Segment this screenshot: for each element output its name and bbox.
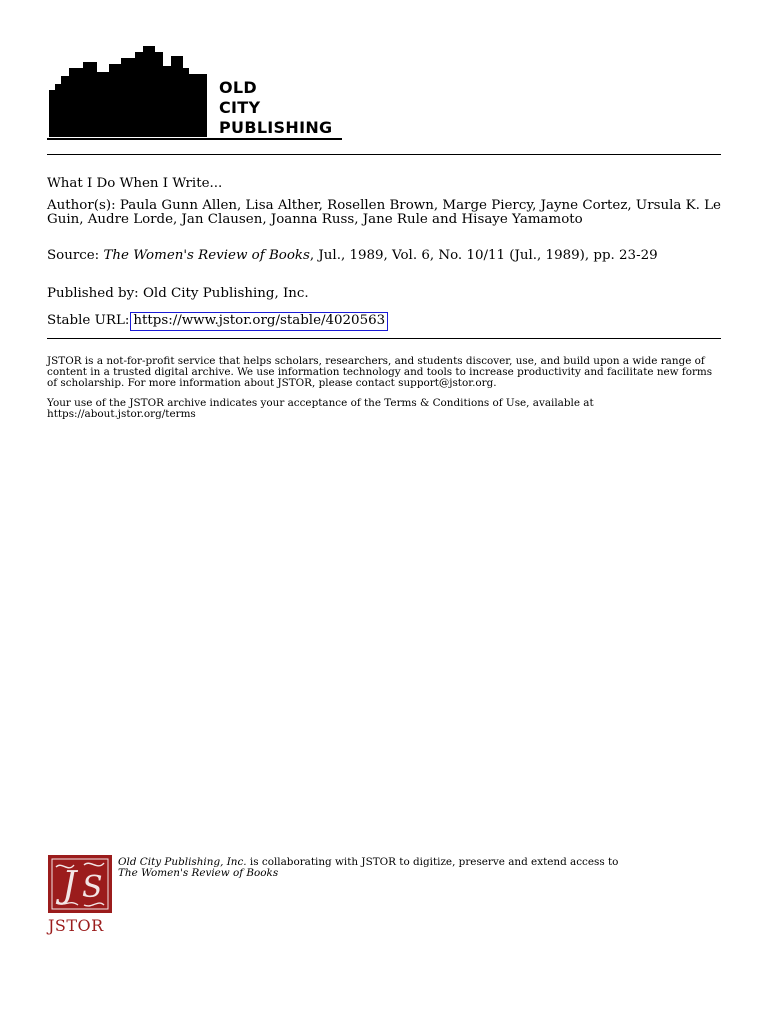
published-by-value: Old City Publishing, Inc.	[142, 286, 309, 301]
logo-line-publishing: PUBLISHING	[219, 118, 333, 137]
jstor-wordmark: JSTOR	[48, 916, 104, 935]
publisher-logo-text	[219, 78, 332, 138]
article-publisher	[47, 287, 723, 301]
source-details: , Jul., 1989, Vol. 6, No. 10/11 (Jul., 1989), pp. 23-29	[309, 248, 658, 263]
logo-line-old: OLD	[219, 78, 257, 97]
authors-value: Paula Gunn Allen, Lisa Alther, Rosellen Brown, Marge Piercy, Jayne Cortez, Ursula K. Le Guin, Audre Lorde, Jan Clausen, Joanna Russ, Jane Rule and Hisaye Yamamoto	[47, 198, 721, 227]
article-stable-url	[47, 312, 723, 331]
jstor-notice	[47, 356, 723, 389]
authors-label: Author(s):	[47, 198, 116, 213]
collab-text: is collaborating with JSTOR to digitize, preserve and extend access to	[246, 856, 619, 868]
publisher-logo	[47, 42, 347, 142]
top-divider	[47, 154, 721, 155]
jstor-notice-text: JSTOR is a not-for-profit service that helps scholars, researchers, and students discover, use, and build upon a wide range of content in a trusted digital archive. We use information technology and tools to increase productivity and facilitate new forms of scholarship. For more information about JSTOR, please contact support@jstor.org.	[47, 355, 713, 389]
collab-publisher: Old City Publishing, Inc.	[118, 856, 247, 868]
terms-notice	[47, 398, 723, 420]
source-journal: The Women's Review of Books	[103, 248, 310, 263]
article-title-text: What I Do When I Write...	[47, 176, 223, 191]
logo-line-city: CITY	[219, 98, 261, 117]
collab-journal: The Women's Review of Books	[118, 867, 279, 879]
middle-divider	[47, 338, 721, 339]
published-label: Published by:	[47, 286, 139, 301]
jstor-emblem-icon	[48, 855, 112, 913]
svg-text:J: J	[62, 865, 77, 906]
terms-notice-text: Your use of the JSTOR archive indicates your acceptance of the Terms & Conditions of Use, available at https://about.jstor.org/terms	[47, 397, 594, 420]
source-label: Source:	[47, 248, 100, 263]
article-source	[47, 249, 723, 263]
stable-url-link[interactable]: https://www.jstor.org/stable/4020563	[130, 312, 388, 331]
stable-url-label: Stable URL:	[47, 313, 130, 328]
svg-text:S: S	[82, 870, 103, 905]
collaboration-statement	[118, 857, 718, 879]
article-authors	[47, 199, 723, 227]
article-title	[47, 177, 723, 191]
